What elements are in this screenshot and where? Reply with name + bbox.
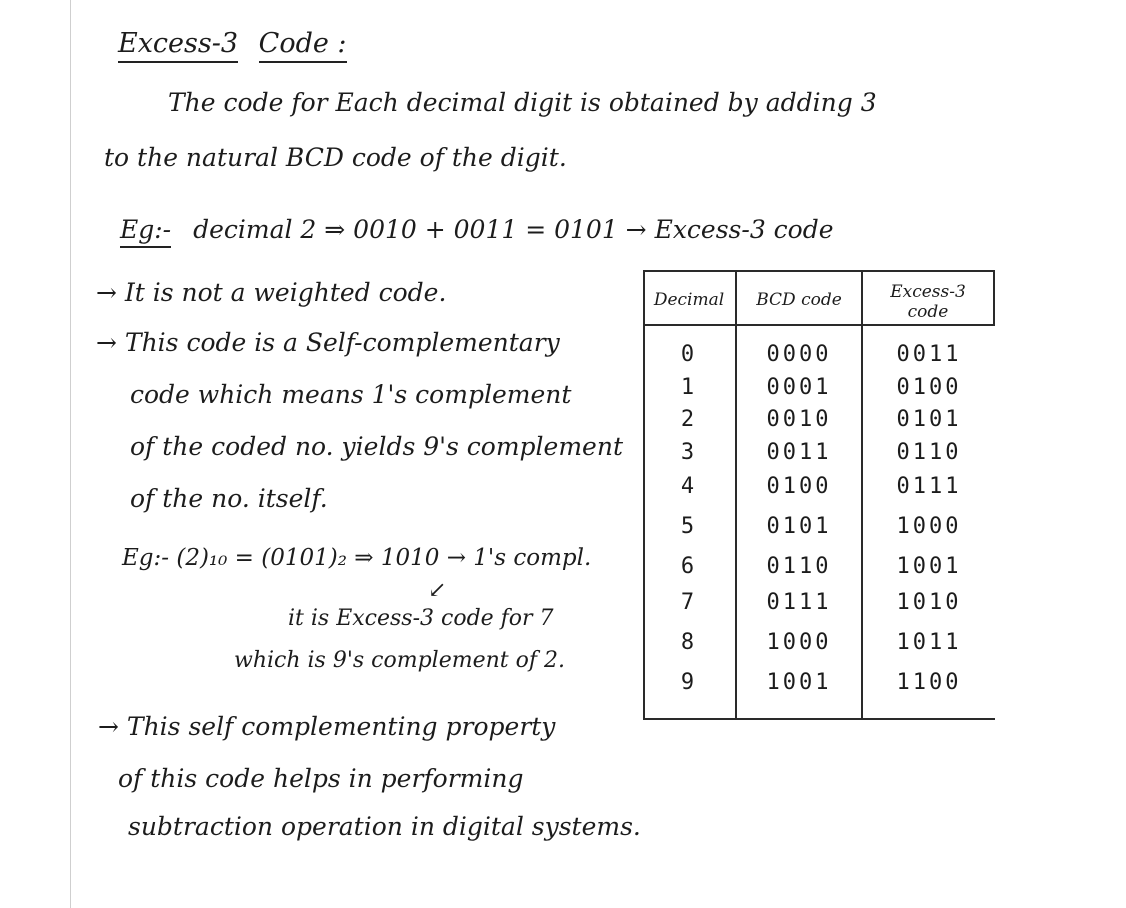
table-cell-decimal: 9 (680, 670, 698, 695)
table-cell-bcd: 0100 (766, 474, 832, 499)
table-cell-excess3: 1011 (896, 630, 962, 655)
table-cell-excess3: 0011 (896, 342, 962, 367)
table-cell-bcd: 0110 (766, 554, 832, 579)
header-excess3-code: code (907, 302, 949, 322)
table-cell-excess3: 1010 (896, 590, 962, 615)
conclusion-line-2: of this code helps in performing (118, 764, 524, 793)
header-bcd-code: BCD code (756, 290, 842, 310)
table-cell-excess3: 0110 (896, 440, 962, 465)
example-1-label: Eg:- (120, 215, 171, 248)
point-self-complementary-3: of the coded no. yields 9's complement (130, 432, 623, 461)
intro-line-1: The code for Each decimal digit is obtained by adding 3 (168, 88, 877, 117)
example-1 (120, 215, 834, 244)
point-self-complementary-1: → This code is a Self-complementary (96, 328, 560, 357)
table-cell-decimal: 8 (680, 630, 698, 655)
page-heading (118, 28, 347, 59)
excess3-table (643, 270, 995, 720)
table-cell-excess3: 0101 (896, 407, 962, 432)
header-excess3: Excess-3 (890, 282, 966, 302)
table-cell-bcd: 0010 (766, 407, 832, 432)
example-2-arrow: ↙ (428, 578, 447, 603)
table-divider-1 (735, 270, 737, 720)
heading-excess3: Excess-3 (118, 28, 238, 63)
table-cell-decimal: 0 (680, 342, 698, 367)
heading-code: Code : (259, 28, 347, 63)
example-2-line-1: Eg:- (2)₁₀ = (0101)₂ ⇒ 1010 → 1's compl. (122, 545, 592, 571)
point-self-complementary-4: of the no. itself. (130, 484, 328, 513)
table-cell-decimal: 3 (680, 440, 698, 465)
point-not-weighted: → It is not a weighted code. (96, 278, 447, 307)
table-divider-2 (861, 270, 863, 720)
table-cell-decimal: 7 (680, 590, 698, 615)
table-cell-bcd: 0011 (766, 440, 832, 465)
table-cell-decimal: 2 (680, 407, 698, 432)
table-border-bottom (643, 718, 995, 720)
table-cell-bcd: 1001 (766, 670, 832, 695)
intro-line-2: to the natural BCD code of the digit. (104, 143, 567, 172)
conclusion-line-1: → This self complementing property (98, 712, 556, 741)
header-decimal: Decimal (653, 290, 725, 310)
table-cell-decimal: 5 (680, 514, 698, 539)
table-header-divider (643, 324, 995, 326)
table-cell-bcd: 1000 (766, 630, 832, 655)
table-border-right (993, 270, 995, 326)
table-cell-excess3: 0100 (896, 375, 962, 400)
table-cell-decimal: 6 (680, 554, 698, 579)
table-cell-bcd: 0000 (766, 342, 832, 367)
margin-line (70, 0, 71, 908)
example-2-line-3: which is 9's complement of 2. (234, 648, 565, 673)
table-cell-excess3: 1001 (896, 554, 962, 579)
table-cell-decimal: 4 (680, 474, 698, 499)
table-cell-excess3: 1100 (896, 670, 962, 695)
table-cell-decimal: 1 (680, 375, 698, 400)
conclusion-line-3: subtraction operation in digital systems. (128, 812, 641, 841)
example-2-line-2: it is Excess-3 code for 7 (288, 606, 554, 631)
table-cell-bcd: 0001 (766, 375, 832, 400)
example-1-text: decimal 2 ⇒ 0010 + 0011 = 0101 → Excess-3 code (193, 215, 834, 244)
table-cell-excess3: 1000 (896, 514, 962, 539)
table-cell-excess3: 0111 (896, 474, 962, 499)
point-self-complementary-2: code which means 1's complement (130, 380, 572, 409)
table-cell-bcd: 0111 (766, 590, 832, 615)
table-border-top (643, 270, 995, 272)
table-cell-bcd: 0101 (766, 514, 832, 539)
